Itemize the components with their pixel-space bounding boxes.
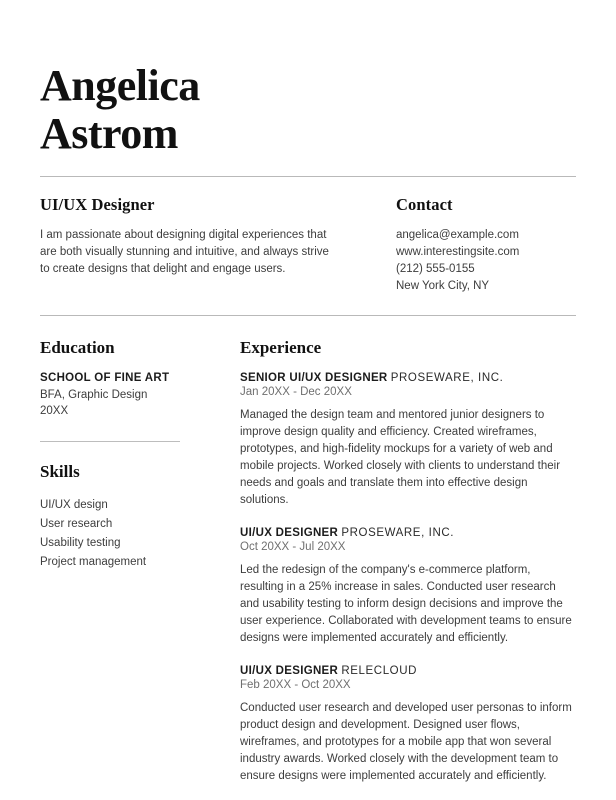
divider-left-column [40,441,180,442]
experience-description: Managed the design team and mentored junior designers to improve design quality and efficiency. Created wireframes, prototypes, and high-fidelity mockups for a variety of web and mobile projects. Worked closely with clients to understand their needs and goals and translate them into effective design solutions. [240,409,561,506]
skills-list [40,496,212,572]
experience-description: Conducted user research and developed user personas to inform product design and development. Designed user flows, wireframes, and prototypes for a mobile app that won several industry awards. Worked closely with the development team to ensure designs were implemented accurately and efficiently. [240,702,572,782]
left-column [40,338,212,785]
skills-heading: Skills [40,462,80,481]
experience-dates: Jan 20XX - Dec 20XX [240,386,352,398]
contact-email[interactable]: angelica@example.com [396,229,519,241]
contact-heading: Contact [396,195,453,214]
contact-column [396,195,576,295]
headline-column [40,195,360,295]
last-name: Astrom [40,109,178,158]
job-title-heading: UI/UX Designer [40,195,155,214]
experience-column [240,338,576,785]
header-section [40,195,576,295]
contact-location: New York City, NY [396,280,490,292]
experience-item [240,527,576,647]
experience-dates: Oct 20XX - Jul 20XX [240,541,346,553]
experience-item [240,372,576,509]
experience-description: Led the redesign of the company's e-commerce platform, resulting in a 25% increase in sales. Conducted user research and usability testing to inform design decisions and improve the user experience. Collaborated with development teams to ensure designs were implemented accurately and efficiently. [240,564,572,644]
divider-top [40,176,576,177]
education-heading: Education [40,338,115,357]
experience-title-line [240,527,576,539]
list-item: UI/UX design [40,499,108,511]
education-year: 20XX [40,405,69,417]
contact-phone[interactable]: (212) 555-0155 [396,263,475,275]
list-item: User research [40,518,113,530]
contact-list [396,227,576,295]
experience-company: RELECLOUD [341,665,418,677]
experience-dates: Feb 20XX - Oct 20XX [240,679,351,691]
body-section [40,338,576,785]
experience-company: PROSEWARE, INC. [390,372,504,384]
list-item: Usability testing [40,537,121,549]
education-degree: BFA, Graphic Design [40,389,148,401]
divider-middle [40,315,576,316]
experience-company: PROSEWARE, INC. [341,527,455,539]
list-item: Project management [40,556,147,568]
experience-role: UI/UX DESIGNER [240,527,339,539]
candidate-name [40,62,576,158]
experience-heading: Experience [240,338,322,357]
experience-role: SENIOR UI/UX DESIGNER [240,372,388,384]
profile-summary: I am passionate about designing digital experiences that are both visually stunning and intuitive, and always strive to create designs that delight and engage users. [40,229,329,275]
first-name: Angelica [40,61,200,110]
experience-role: UI/UX DESIGNER [240,665,339,677]
education-school: SCHOOL OF FINE ART [40,372,170,384]
experience-title-line [240,665,576,677]
contact-website[interactable]: www.interestingsite.com [396,246,520,258]
experience-item [240,665,576,785]
experience-title-line [240,372,576,384]
